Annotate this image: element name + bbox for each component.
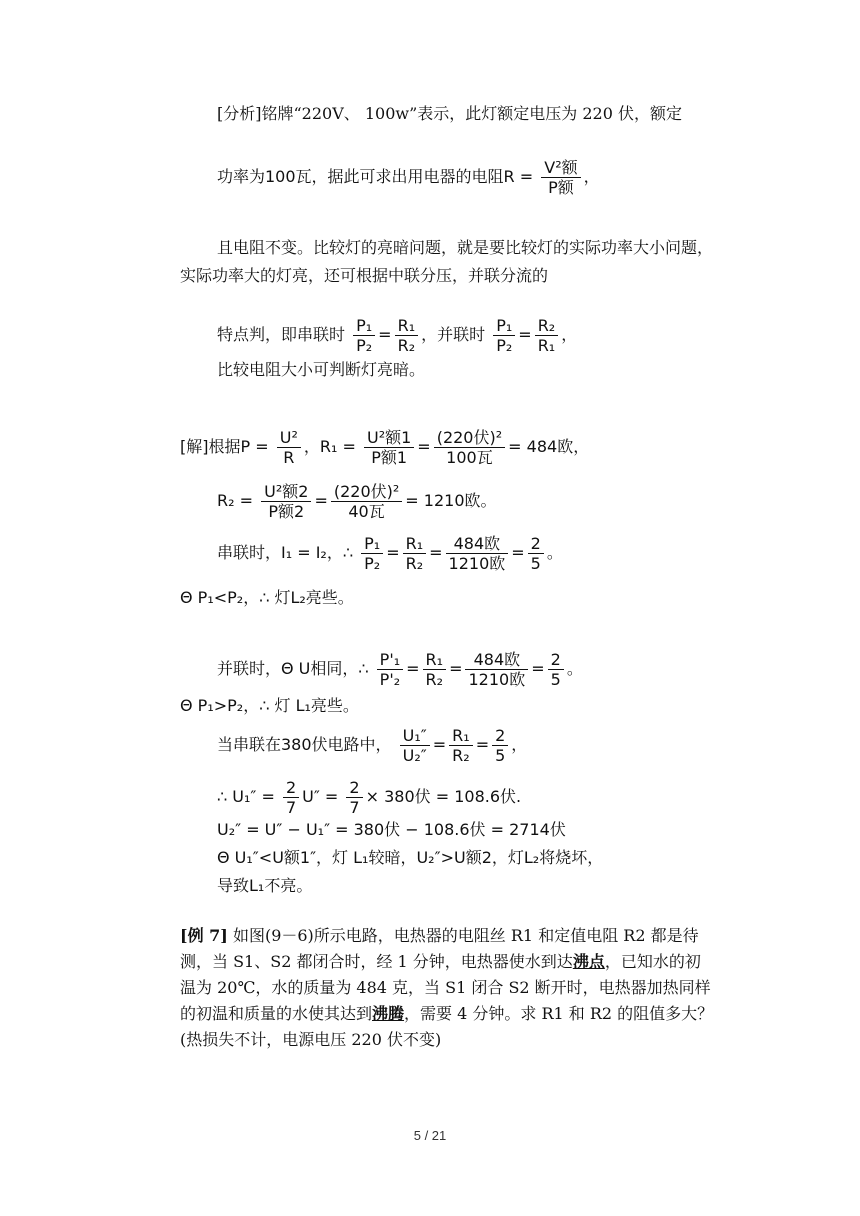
fraction: $\frac{\text{U²额2}}{\text{P额2}}$ <box>261 482 311 521</box>
solution-line-9: U₂″ = U″ − U₁″ = 380伏 − 108.6伏 = 2714伏 <box>217 820 566 839</box>
fraction: $\frac{\text{P₁}}{\text{P₂}}$ <box>353 316 375 355</box>
solution-line-6: Θ P₁>P₂，∴ 灯 L₁亮些。 <box>180 696 359 715</box>
fraction: $\frac{2}{5}$ <box>528 534 544 573</box>
analysis-line-3: 且电阻不变。比较灯的亮暗问题，就是要比较灯的实际功率大小问题， <box>217 238 714 257</box>
solution-line-4: Θ P₁<P₂，∴ 灯L₂亮些。 <box>180 588 354 607</box>
analysis-line-1: [分析]铭牌“220V、 100w”表示，此灯额定电压为 220 伏，额定 <box>217 104 682 123</box>
solution-line-11: 导致L₁不亮。 <box>217 876 313 895</box>
fraction: $\frac{2}{5}$ <box>492 726 508 765</box>
solution-line-5: 并联时，Θ U相同，∴ $\frac{\text{P'₁}}{\text{P'₂}}$ = $\frac{\text{R₁}}{\text{R₂}}$ = $\frac{\text{484欧}}{\text{1210欧}}$ = $\frac{2}{5}$ 。 <box>217 650 583 689</box>
solution-line-3: 串联时，I₁ = I₂，∴ $\frac{\text{P₁}}{\text{P₂}}$ = $\frac{\text{R₁}}{\text{R₂}}$ = $\frac{\text{484欧}}{\text{1210欧}}$ = $\frac{2}{5}$ 。 <box>217 534 563 573</box>
analysis-formula-ratios: 特点判，即串联时 $\frac{\text{P₁}}{\text{P₂}}$ = $\frac{\text{R₁}}{\text{R₂}}$ ，并联时 $\frac{\text{P₁}}{\text{P₂}}$ = $\frac{\text{R₂}}{\text{R₁}}$ ， <box>217 316 578 355</box>
example-line-2: 测，当 S1、S2 都闭合时，经 1 分钟，电热器使水到达沸点，已知水的初 <box>180 952 701 971</box>
fraction: $\frac{\text{R₁}}{\text{R₂}}$ <box>423 650 447 689</box>
fraction: $\frac{2}{7}$ <box>346 778 362 817</box>
fraction: $\frac{\text{U²额1}}{\text{P额1}}$ <box>364 428 414 467</box>
fraction: $\frac{\text{484欧}}{\text{1210欧}}$ <box>446 534 509 573</box>
analysis-formula-resistance: 功率为100瓦，据此可求出用电器的电阻R = $\frac{\text{V²额}}{\text{P额}}$ ， <box>217 158 600 197</box>
page-number: 5 / 21 <box>413 1128 447 1143</box>
fraction: $\frac{\text{R₁}}{\text{R₂}}$ <box>403 534 427 573</box>
fraction: $\frac{\text{U²}}{R}$ <box>277 428 301 467</box>
example-line-4: 的初温和质量的水使其达到沸腾，需要 4 分钟。求 R1 和 R2 的阻值多大？ <box>180 1004 714 1023</box>
fraction: $\frac{\text{U₁″}}{\text{U₂″}}$ <box>400 726 430 765</box>
fraction: $\frac{2}{7}$ <box>283 778 299 817</box>
fraction: $\frac{\text{R₁}}{\text{R₂}}$ <box>449 726 473 765</box>
solution-line-2: R₂ = $\frac{\text{U²额2}}{\text{P额2}}$ = $\frac{\text{(220伏)²}}{\text{40瓦}}$ = 1210欧。 <box>217 482 497 521</box>
fraction: $\frac{\text{V²额}}{\text{P额}}$ <box>541 158 580 197</box>
fraction: $\frac{\text{R₁}}{\text{R₂}}$ <box>395 316 419 355</box>
fraction: $\frac{\text{R₂}}{\text{R₁}}$ <box>535 316 559 355</box>
keyword-boiling-point: 沸点 <box>572 952 605 971</box>
example-label: [例 7] <box>180 926 228 945</box>
analysis-line-6: 比较电阻大小可判断灯亮暗。 <box>217 360 426 379</box>
keyword-boiling: 沸腾 <box>372 1004 405 1023</box>
analysis-line-4: 实际功率大的灯亮，还可根据中联分压，并联分流的 <box>180 266 549 285</box>
fraction: $\frac{\text{484欧}}{\text{1210欧}}$ <box>465 650 528 689</box>
example-line-5: (热损失不计，电源电压 220 伏不变) <box>180 1030 442 1049</box>
solution-line-7: 当串联在380伏电路中， $\frac{\text{U₁″}}{\text{U₂″}}$ = $\frac{\text{R₁}}{\text{R₂}}$ = $\frac{2}{5}$ ， <box>217 726 528 765</box>
fraction: $\frac{2}{5}$ <box>548 650 564 689</box>
fraction: $\frac{\text{(220伏)²}}{\text{100瓦}}$ <box>434 428 505 467</box>
fraction: $\frac{\text{P'₁}}{\text{P'₂}}$ <box>377 650 403 689</box>
fraction: $\frac{\text{P₁}}{\text{P₂}}$ <box>493 316 515 355</box>
solution-line-10: Θ U₁″<U额1″，灯 L₁较暗，U₂″>U额2，灯L₂将烧坏， <box>217 848 604 867</box>
solution-line-8: ∴ U₁″ = $\frac{2}{7}$ U″ = $\frac{2}{7}$ × 380伏 = 108.6伏. <box>217 778 522 817</box>
solution-line-1: [解]根据P = $\frac{\text{U²}}{R}$ ，R₁ = $\frac{\text{U²额1}}{\text{P额1}}$ = $\frac{\text{(220伏)²}}{\text{100瓦}}$ = 484欧， <box>180 428 590 467</box>
analysis-line-2-text: 功率为100瓦，据此可求出用电器的电阻R = <box>217 167 534 186</box>
fraction: $\frac{\text{(220伏)²}}{\text{40瓦}}$ <box>331 482 402 521</box>
example-line-1: [例 7] 如图(9－6)所示电路，电热器的电阻丝 R1 和定值电阻 R2 都是待 <box>180 926 699 945</box>
fraction: $\frac{\text{P₁}}{\text{P₂}}$ <box>361 534 383 573</box>
example-line-3: 温为 20℃，水的质量为 484 克，当 S1 闭合 S2 断开时，电热器加热同样 <box>180 978 711 997</box>
